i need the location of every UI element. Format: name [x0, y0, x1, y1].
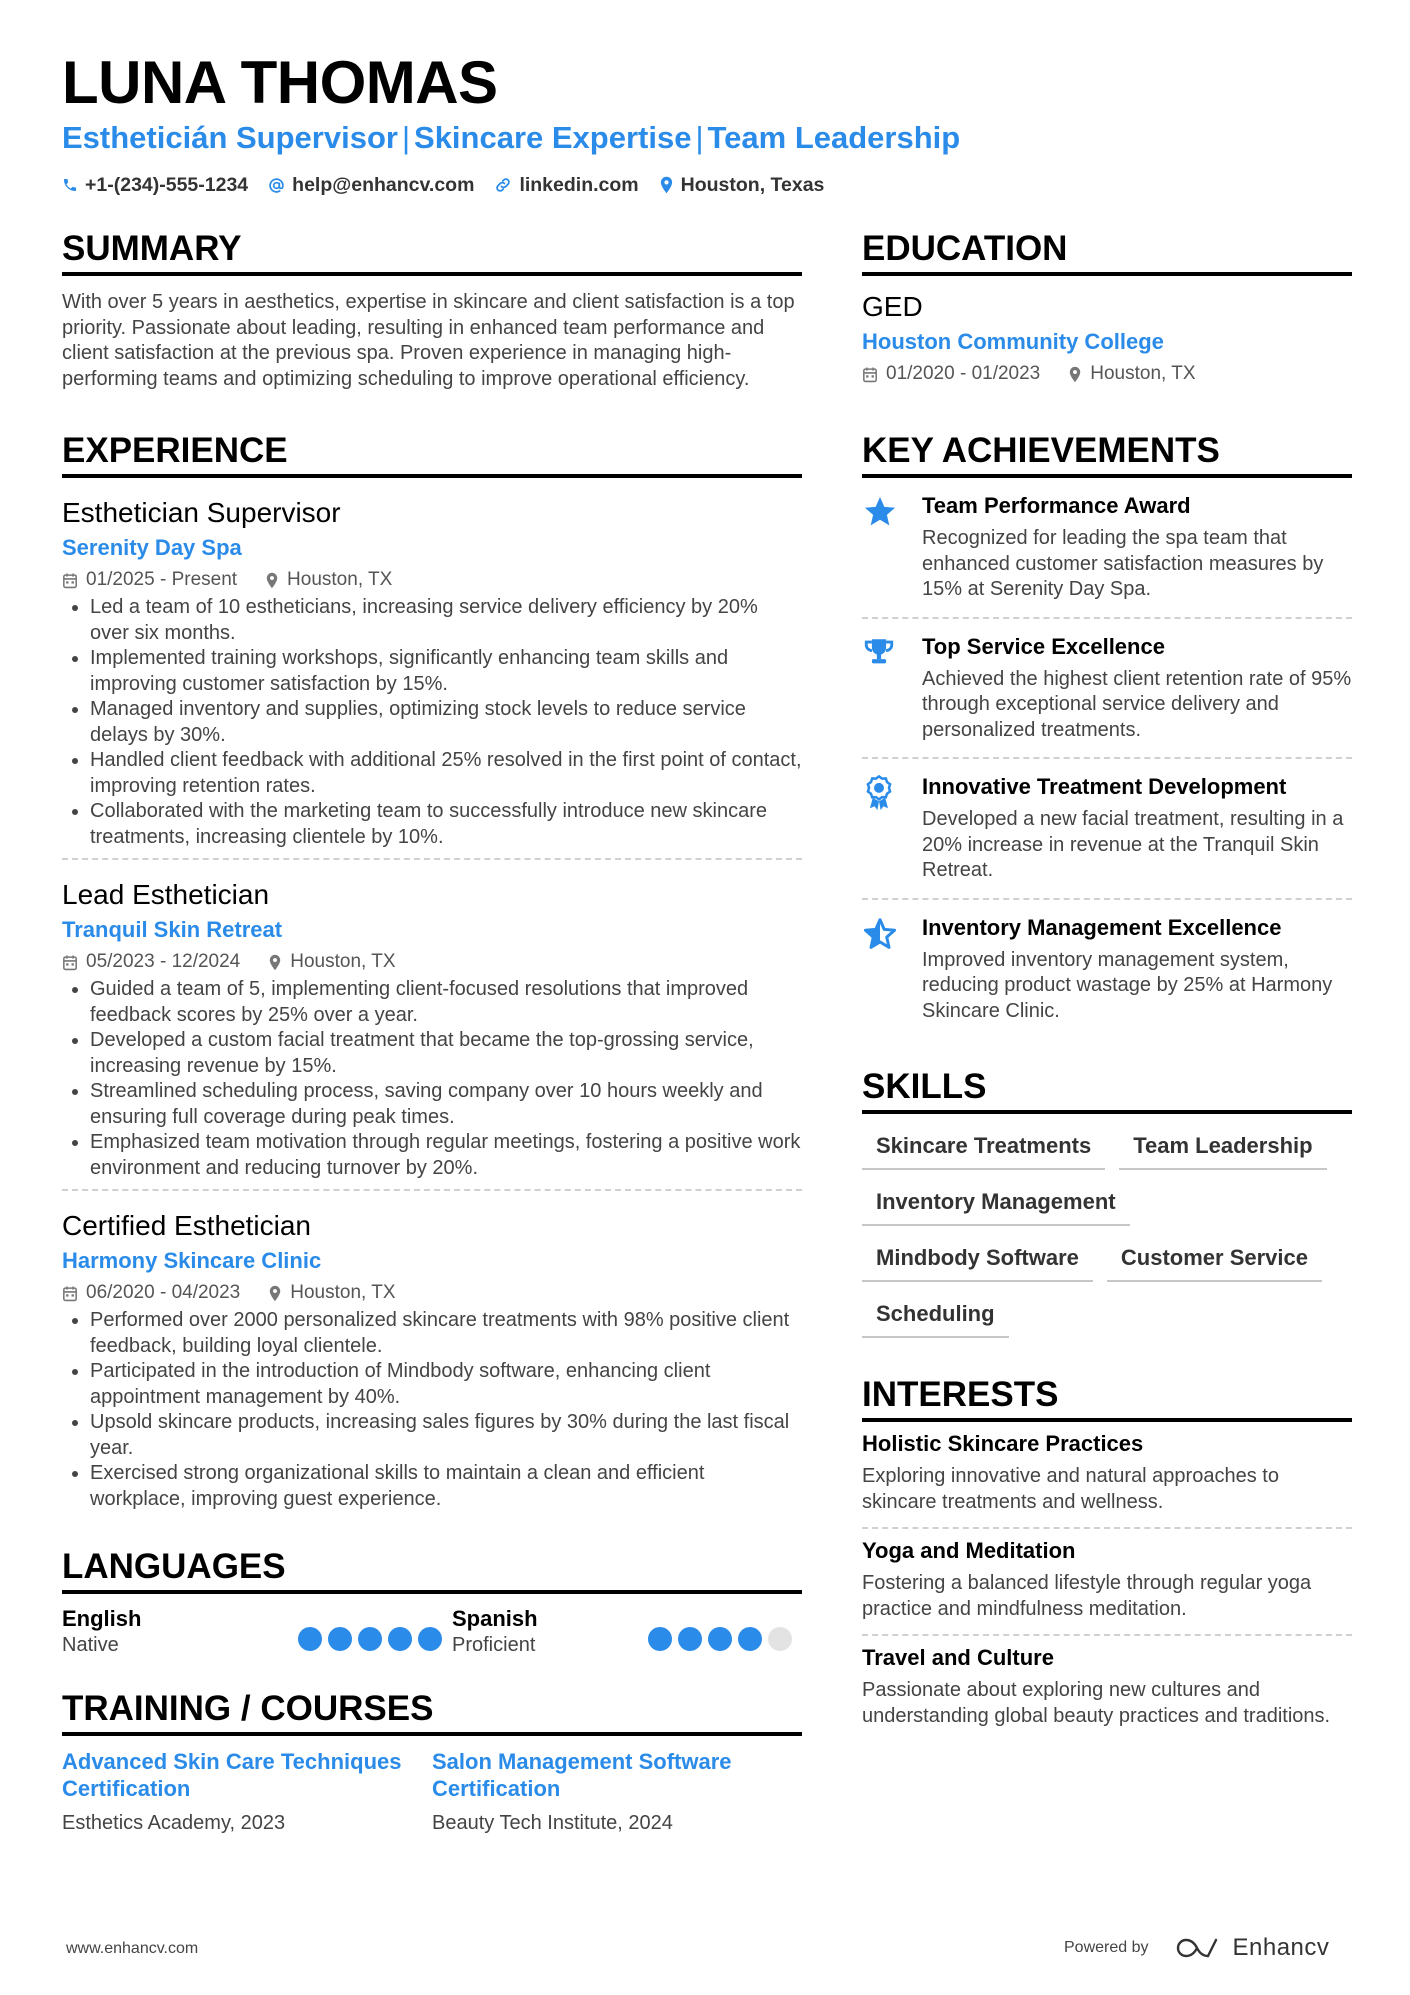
language-item [62, 1606, 452, 1658]
map-pin-icon [659, 176, 674, 194]
summary-title: SUMMARY [62, 228, 802, 276]
job-location [265, 568, 392, 592]
footer-website[interactable]: www.enhancv.com [66, 1940, 199, 1957]
course-provider: Beauty Tech Institute, 2024 [432, 1812, 673, 1834]
rating-dot-filled [708, 1627, 732, 1651]
achievement-description: Developed a new facial treatment, resulting in a 20% increase in revenue at the Tranquil Skin Retreat. [922, 808, 1344, 881]
course-item [432, 1748, 802, 1836]
calendar-icon [862, 366, 878, 383]
headline-item: Skincare Expertise [414, 120, 692, 155]
job-bullets [62, 977, 802, 1181]
headline [62, 118, 960, 158]
job-location [268, 950, 395, 974]
job-entry [62, 878, 802, 1191]
headline-item: Estheticián Supervisor [62, 120, 398, 155]
achievement-item [862, 759, 1352, 900]
calendar-icon [62, 572, 78, 589]
interest-title: Holistic Skincare Practices [862, 1431, 1144, 1456]
summary-text: With over 5 years in aesthetics, expertise in skincare and client satisfaction is a top priority. Passionate about leading, resulting in enhanced team performance and client satisfaction at the previous spa. Proven experience in managing high-performing teams and optimizing scheduling to improve operational efficiency. [62, 291, 795, 390]
achievement-title: Inventory Management Excellence [922, 914, 1282, 940]
skill-tag: Team Leadership [1119, 1126, 1326, 1170]
courses-list [62, 1748, 802, 1836]
job-dates-text: 01/2025 - Present [86, 569, 238, 590]
rating-dot-empty [768, 1627, 792, 1651]
star-icon [862, 492, 922, 603]
language-level: Proficient [452, 1634, 536, 1656]
job-bullet: • Handled client feedback with additional 25% resolved in the first point of contact, improving retention rates. [90, 748, 802, 799]
location-text: Houston, Texas [680, 173, 825, 196]
interest-description: Fostering a balanced lifestyle through regular yoga practice and mindfulness meditation. [862, 1572, 1312, 1620]
job-dates-text: 05/2023 - 12/2024 [86, 951, 241, 972]
award-ribbon-icon [862, 773, 922, 884]
education-location [1068, 362, 1195, 386]
job-bullet: • Emphasized team motivation through regular meetings, fostering a positive work environment and reducing turnover by 20%. [90, 1130, 802, 1181]
headline-separator: | [695, 120, 704, 155]
enhancv-logo-icon [1175, 1936, 1225, 1960]
contact-location [659, 174, 825, 197]
course-provider: Esthetics Academy, 2023 [62, 1812, 286, 1834]
course-title: Salon Management Software Certification [432, 1749, 732, 1801]
phone-number: +1-(234)-555-1234 [85, 173, 249, 196]
job-meta [62, 568, 802, 592]
job-dates [62, 1281, 240, 1305]
job-bullets [62, 1308, 802, 1512]
footer-branding[interactable] [1064, 1934, 1329, 1962]
at-icon [268, 177, 285, 194]
email-address: help@enhancv.com [292, 173, 475, 196]
languages-title: LANGUAGES [62, 1546, 802, 1594]
rating-dot-filled [328, 1627, 352, 1651]
job-bullets [62, 595, 802, 850]
map-pin-icon [1068, 366, 1082, 383]
experience-title: EXPERIENCE [62, 430, 802, 478]
achievement-title: Team Performance Award [922, 493, 1191, 518]
job-location-text: Houston, TX [287, 569, 393, 590]
skills-list [862, 1126, 1352, 1350]
calendar-icon [62, 954, 78, 971]
job-meta [62, 1281, 802, 1305]
rating-dot-filled [738, 1627, 762, 1651]
powered-by-label: Powered by [1064, 1939, 1149, 1956]
contact-phone[interactable] [62, 174, 248, 197]
skill-tag: Skincare Treatments [862, 1126, 1105, 1170]
languages-list [62, 1606, 802, 1658]
job-divider [62, 858, 802, 860]
linkedin-link: linkedin.com [519, 173, 639, 196]
map-pin-icon [268, 1285, 282, 1302]
contact-email[interactable] [268, 174, 474, 197]
job-location-text: Houston, TX [290, 951, 396, 972]
language-item [452, 1606, 802, 1658]
job-dates [62, 950, 240, 974]
skill-tag: Mindbody Software [862, 1238, 1093, 1282]
course-title: Advanced Skin Care Techniques Certification [62, 1749, 402, 1801]
rating-dot-filled [358, 1627, 382, 1651]
headline-separator: | [401, 120, 411, 155]
link-icon [494, 176, 512, 194]
achievement-item [862, 900, 1352, 1039]
education-school[interactable]: Houston Community College [862, 329, 1164, 354]
trophy-icon [862, 633, 922, 744]
interest-title: Yoga and Meditation [862, 1538, 1076, 1563]
course-item [62, 1748, 432, 1836]
job-company[interactable]: Tranquil Skin Retreat [62, 917, 283, 942]
phone-icon [62, 177, 78, 193]
job-company[interactable]: Harmony Skincare Clinic [62, 1248, 322, 1273]
skill-tag: Inventory Management [862, 1182, 1130, 1226]
achievements-list [862, 478, 1352, 1038]
job-bullet: • Upsold skincare products, increasing sales figures by 30% during the last fiscal year. [90, 1410, 802, 1461]
language-name: Spanish [452, 1606, 538, 1631]
map-pin-icon [268, 954, 282, 971]
job-bullet: • Performed over 2000 personalized skincare treatments with 98% positive client feedback, building loyal clientele. [90, 1308, 802, 1359]
rating-dot-filled [388, 1627, 412, 1651]
education-meta [862, 362, 1352, 386]
skill-tag: Customer Service [1107, 1238, 1322, 1282]
interest-description: Exploring innovative and natural approaches to skincare treatments and wellness. [862, 1465, 1279, 1513]
skill-tag: Scheduling [862, 1294, 1009, 1338]
language-level: Native [62, 1634, 119, 1656]
job-bullet: • Led a team of 10 estheticians, increasing service delivery efficiency by 20% over six months. [90, 595, 802, 646]
job-bullet: • Developed a custom facial treatment that became the top-grossing service, increasing revenue by 15%. [90, 1028, 802, 1079]
interest-item [862, 1636, 1352, 1741]
calendar-icon [62, 1285, 78, 1302]
education-location-text: Houston, TX [1090, 363, 1196, 384]
achievement-title: Innovative Treatment Development [922, 774, 1287, 799]
job-role: Certified Esthetician [62, 1210, 312, 1241]
education-title: EDUCATION [862, 228, 1352, 276]
rating-dot-filled [678, 1627, 702, 1651]
job-dates-text: 06/2020 - 04/2023 [86, 1282, 241, 1303]
right-column [862, 228, 1352, 1741]
contact-linkedin[interactable] [494, 174, 638, 197]
interests-title: INTERESTS [862, 1374, 1352, 1422]
job-bullet: • Exercised strong organizational skills to maintain a clean and efficient workplace, improving guest experience. [90, 1461, 802, 1512]
job-divider [62, 1189, 802, 1191]
job-dates [62, 568, 237, 592]
achievements-title: KEY ACHIEVEMENTS [862, 430, 1352, 478]
job-location-text: Houston, TX [290, 1282, 396, 1303]
education-dates-text: 01/2020 - 01/2023 [886, 363, 1041, 384]
job-bullet: • Collaborated with the marketing team to successfully introduce new skincare treatments, increasing clientele by 10%. [90, 799, 802, 850]
job-location [268, 1281, 395, 1305]
job-bullet: • Guided a team of 5, implementing client-focused resolutions that improved feedback scores by 25% over a year. [90, 977, 802, 1028]
achievement-item [862, 619, 1352, 760]
job-bullet: • Participated in the introduction of Mindbody software, enhancing client appointment management by 40%. [90, 1359, 802, 1410]
education-degree: GED [862, 291, 923, 322]
job-role: Lead Esthetician [62, 879, 270, 910]
language-rating [292, 1620, 442, 1658]
interest-title: Travel and Culture [862, 1645, 1054, 1670]
skills-title: SKILLS [862, 1066, 1352, 1114]
interests-list [862, 1422, 1352, 1741]
achievement-item [862, 478, 1352, 619]
headline-item: Team Leadership [707, 120, 961, 155]
achievement-title: Top Service Excellence [922, 633, 1165, 659]
interest-description: Passionate about exploring new cultures and understanding global beauty practices and traditions. [862, 1679, 1331, 1727]
achievement-description: Improved inventory management system, reducing product wastage by 25% at Harmony Skincare Clinic. [922, 948, 1333, 1022]
rating-dot-filled [648, 1627, 672, 1651]
achievement-description: Recognized for leading the spa team that enhanced customer satisfaction measures by 15% at Serenity Day Spa. [922, 527, 1324, 600]
rating-dot-filled [418, 1627, 442, 1651]
job-bullet: • Streamlined scheduling process, saving company over 10 hours weekly and ensuring full coverage during peak times. [90, 1079, 802, 1130]
interest-item [862, 1529, 1352, 1636]
language-name: English [62, 1606, 142, 1631]
map-pin-icon [265, 572, 279, 589]
rating-dot-filled [298, 1627, 322, 1651]
star-outline-icon [862, 914, 922, 1025]
education-dates [862, 362, 1040, 386]
job-entry [62, 496, 802, 860]
language-rating [642, 1620, 792, 1658]
job-meta [62, 950, 802, 974]
training-title: TRAINING / COURSES [62, 1688, 802, 1736]
contact-bar [62, 170, 844, 200]
brand-name: Enhancv [1232, 1934, 1330, 1961]
interest-item [862, 1422, 1352, 1529]
achievement-description: Achieved the highest client retention rate of 95% through exceptional service delivery and personalized treatments. [922, 667, 1352, 741]
job-entry [62, 1209, 802, 1512]
left-column [62, 228, 802, 1836]
job-bullet: • Implemented training workshops, significantly enhancing team skills and improving customer satisfaction by 15%. [90, 646, 802, 697]
job-company[interactable]: Serenity Day Spa [62, 535, 242, 560]
job-bullet: • Managed inventory and supplies, optimizing stock levels to reduce service delays by 30%. [90, 697, 802, 748]
candidate-name: LUNA THOMAS [62, 49, 498, 116]
job-role: Esthetician Supervisor [62, 497, 341, 528]
